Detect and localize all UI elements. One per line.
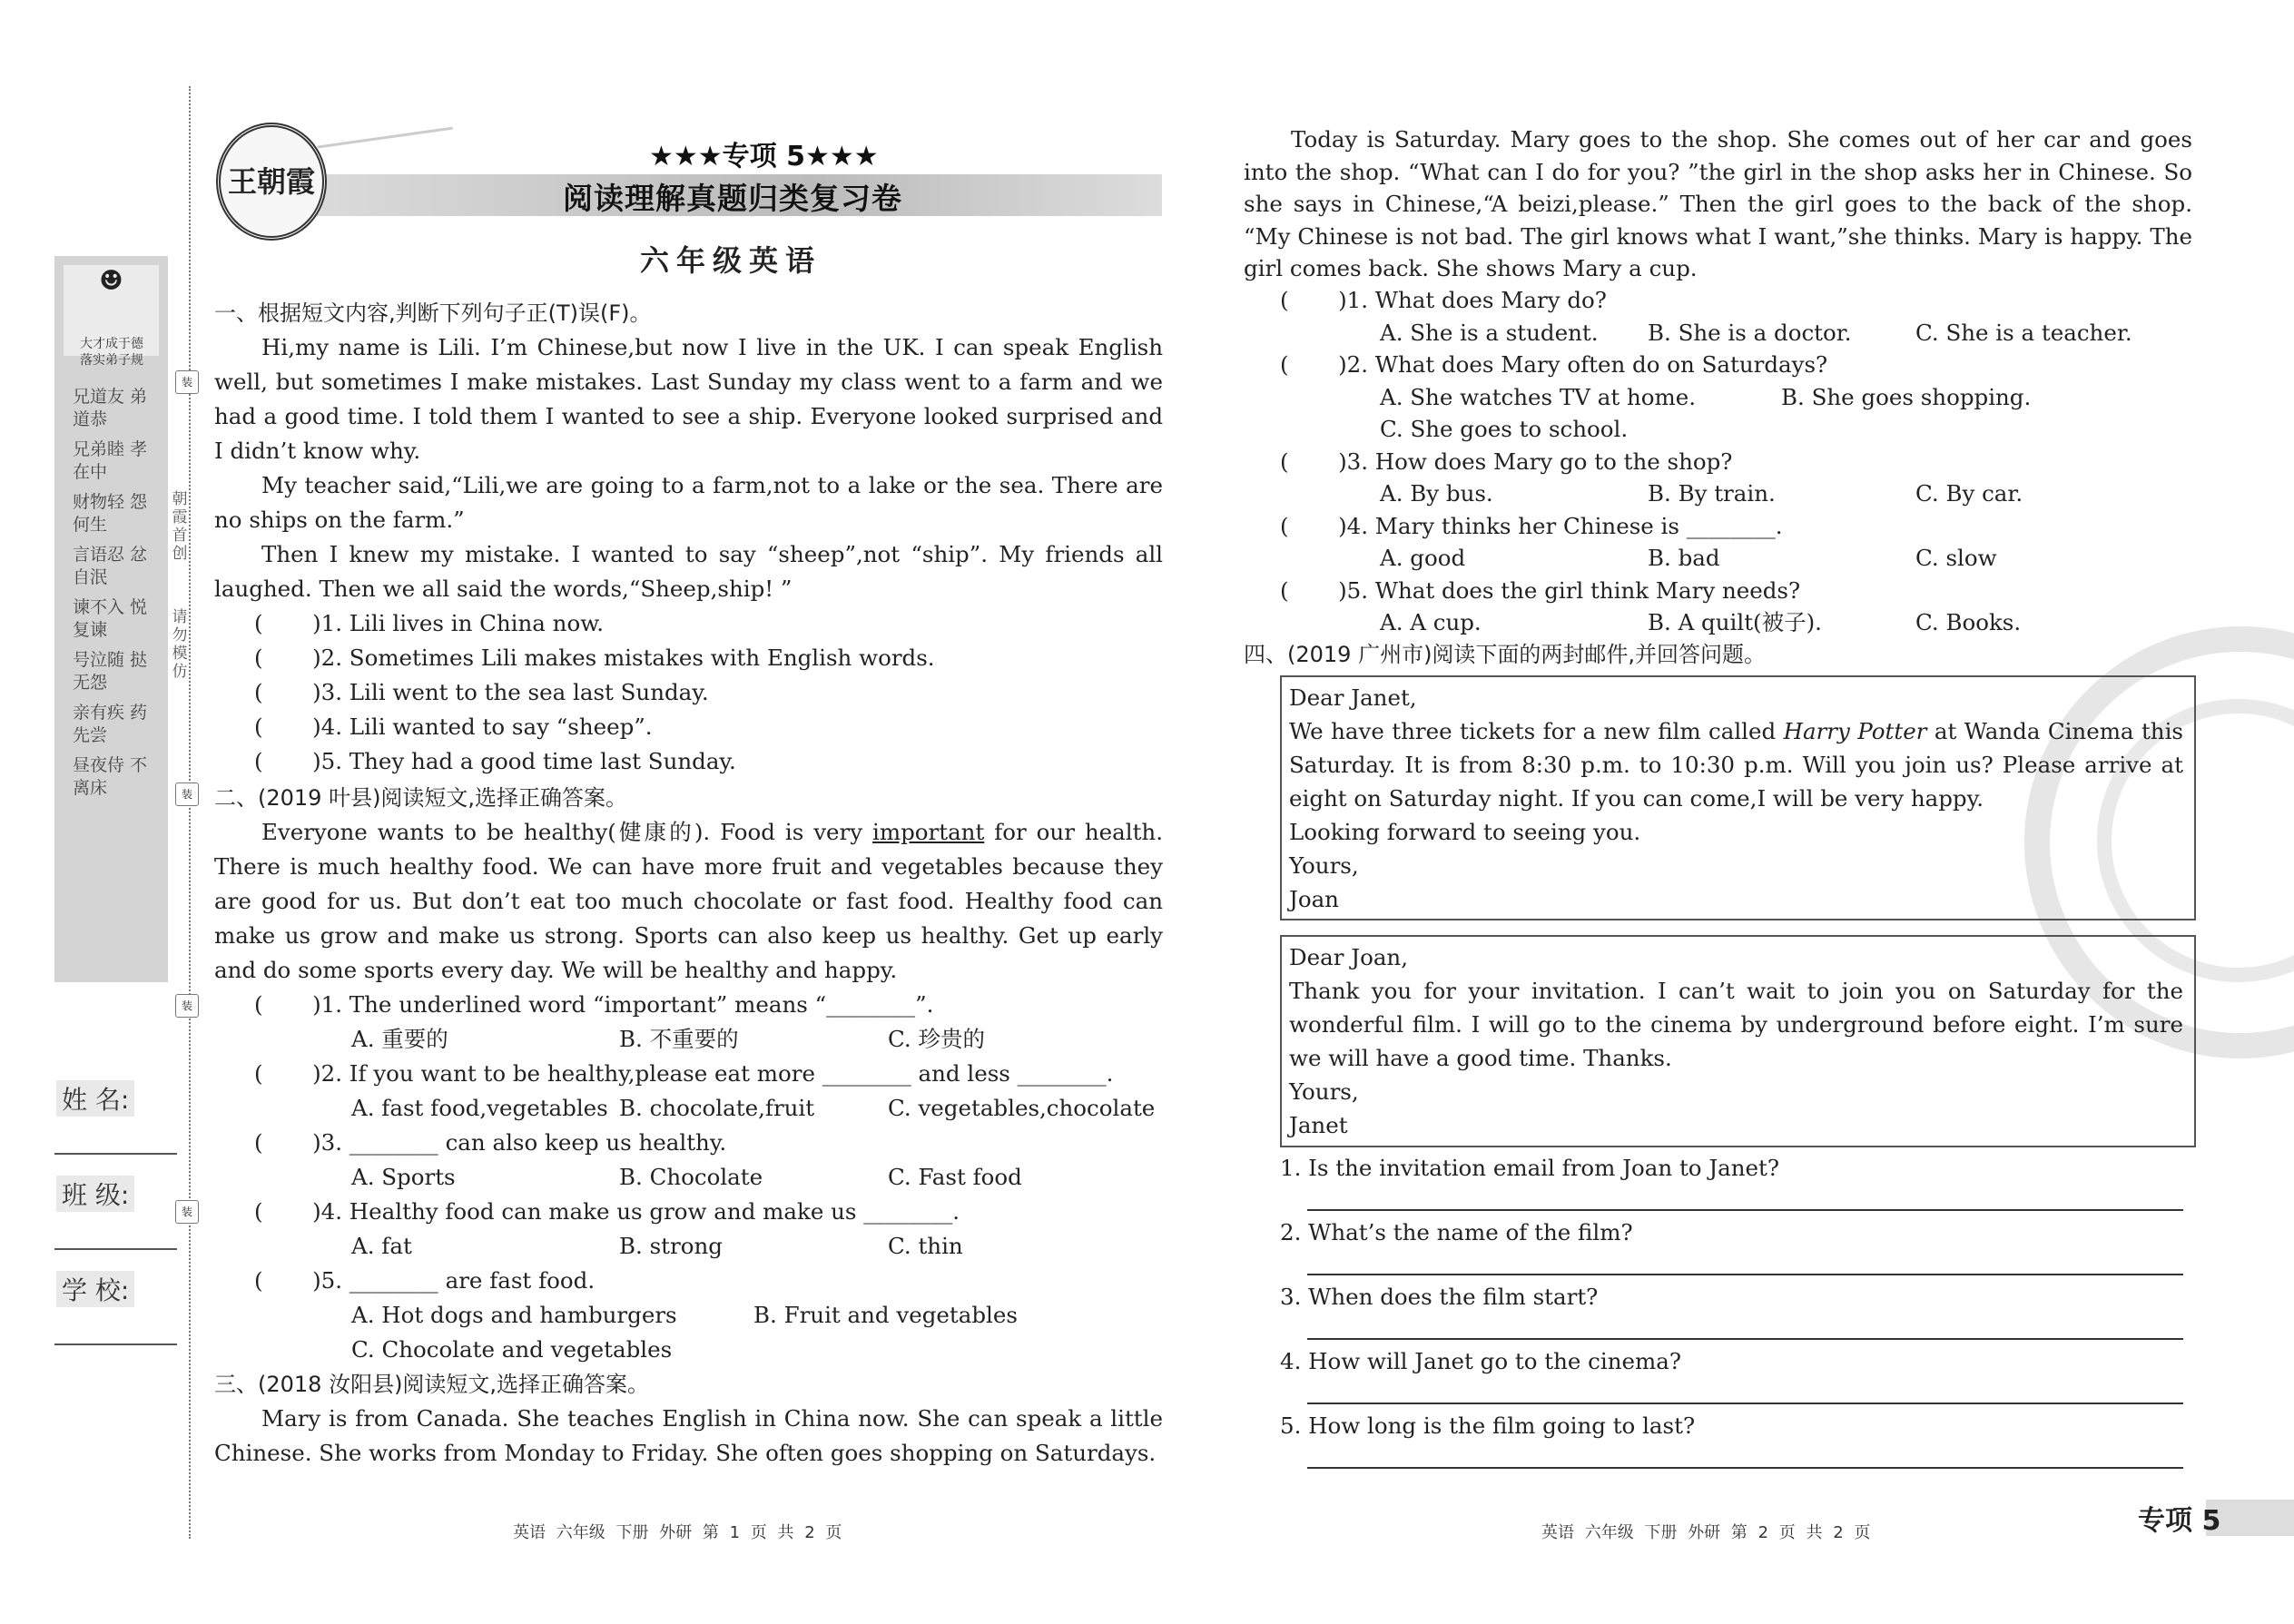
- s2-q3-option-b[interactable]: B. Chocolate: [619, 1164, 763, 1190]
- s3-q2-option-c[interactable]: C. She goes to school.: [1380, 416, 1629, 442]
- s2-q3-option-a[interactable]: A. Sports: [351, 1164, 456, 1190]
- brand-seal: 王朝霞: [216, 123, 327, 241]
- page-title: 阅读理解真题归类复习卷: [563, 181, 902, 216]
- binder-mark: 装: [175, 1200, 199, 1224]
- s2-q5-option-c[interactable]: C. Chocolate and vegetables: [351, 1336, 673, 1363]
- verse: 谏不入 悦复谏: [73, 597, 148, 640]
- s2-q5-option-a[interactable]: A. Hot dogs and hamburgers: [351, 1302, 677, 1328]
- passage-3-para-1: Mary is from Canada. She teaches English in China now. She can speak a little Chinese. She works from Monday to Friday. She often goes shopping on Saturdays.: [214, 1405, 1163, 1466]
- answer-line-4[interactable]: [1307, 1403, 2183, 1404]
- s3-question-5[interactable]: ( )5. What does the girl think Mary needs?: [1280, 577, 1801, 604]
- corner-topic-tag: 专项 5: [2138, 1505, 2221, 1537]
- email-1-greeting: Dear Janet,: [1289, 684, 1417, 711]
- s4-question-2: 2. What’s the name of the film?: [1280, 1219, 1633, 1245]
- scholar-figure: ☻: [64, 265, 159, 356]
- name-field[interactable]: [54, 1153, 177, 1155]
- s3-q2-option-b[interactable]: B. She goes shopping.: [1781, 384, 2032, 410]
- ribbon-decoration: [318, 127, 454, 158]
- school-label: 学 校:: [56, 1271, 134, 1307]
- email-1-body-start: We have three tickets for a new film called: [1289, 718, 1784, 744]
- s3-q1-option-c[interactable]: C. She is a teacher.: [1915, 320, 2132, 346]
- email-1-signature: Joan: [1289, 886, 1339, 912]
- s4-question-4: 4. How will Janet go to the cinema?: [1280, 1348, 1681, 1374]
- s2-q2-option-b[interactable]: B. chocolate,fruit: [619, 1095, 815, 1121]
- motto-line: 大才成于德: [80, 337, 143, 351]
- s3-question-4[interactable]: ( )4. Mary thinks her Chinese is ________.: [1280, 513, 1783, 539]
- email-2: [1289, 940, 2183, 1142]
- s4-question-3: 3. When does the film start?: [1280, 1284, 1599, 1310]
- tf-item-2[interactable]: ( )2. Sometimes Lili makes mistakes with English words.: [254, 645, 935, 671]
- s2-q3-option-c[interactable]: C. Fast food: [888, 1164, 1022, 1190]
- s3-q1-option-a[interactable]: A. She is a student.: [1380, 320, 1599, 346]
- s3-question-1[interactable]: ( )1. What does Mary do?: [1280, 287, 1607, 313]
- s2-question-3[interactable]: ( )3. ________ can also keep us healthy.: [254, 1129, 727, 1156]
- sidebar-verses: [73, 386, 154, 807]
- name-label: 姓 名:: [56, 1080, 134, 1117]
- s2-q4-option-a[interactable]: A. fat: [351, 1233, 412, 1259]
- answer-line-5[interactable]: [1307, 1467, 2183, 1469]
- binding-dotted-line: [189, 86, 191, 1539]
- verse: 亲有疾 药先尝: [73, 703, 148, 745]
- binder-mark: 装: [175, 994, 199, 1018]
- email-2-greeting: Dear Joan,: [1289, 944, 1408, 970]
- class-field[interactable]: [54, 1248, 177, 1250]
- s3-q5-option-c[interactable]: C. Books.: [1915, 609, 2022, 635]
- binder-mark: 装: [175, 370, 199, 394]
- passage-1-para-2: My teacher said,“Lili,we are going to a farm,not to a lake or the sea. There are no ships on the farm.”: [214, 472, 1163, 533]
- passage-1-para-3: Then I knew my mistake. I wanted to say “sheep”,not “ship”. My friends all laughed. Then we all said the words,“Sheep,ship! ”: [214, 541, 1163, 602]
- s4-question-1: 1. Is the invitation email from Joan to Janet?: [1280, 1155, 1780, 1181]
- s2-q2-option-a[interactable]: A. fast food,vegetables: [351, 1095, 608, 1121]
- verse: 昼夜侍 不离床: [73, 755, 148, 798]
- binder-mark: 装: [175, 782, 199, 806]
- s2-q5-option-b[interactable]: B. Fruit and vegetables: [753, 1302, 1018, 1328]
- s3-q3-option-b[interactable]: B. By train.: [1648, 480, 1776, 507]
- s3-q4-option-b[interactable]: B. bad: [1648, 545, 1720, 571]
- s2-q2-option-c[interactable]: C. vegetables,chocolate: [888, 1095, 1156, 1121]
- film-title: Harry Potter: [1783, 718, 1927, 744]
- section-3-heading: 三、(2018 汝阳县)阅读短文,选择正确答案。: [214, 1372, 650, 1397]
- sidebar-motto: [56, 336, 167, 369]
- verse: 兄弟睦 孝在中: [73, 439, 148, 482]
- section-2-heading: 二、(2019 叶县)阅读短文,选择正确答案。: [214, 785, 628, 811]
- verse: 兄道友 弟道恭: [73, 387, 148, 429]
- s2-q4-option-c[interactable]: C. thin: [888, 1233, 963, 1259]
- motto-line: 落实弟子规: [80, 353, 143, 368]
- underlined-word: important: [872, 819, 985, 845]
- verse: 号泣随 挞无怨: [73, 650, 148, 693]
- s3-q3-option-c[interactable]: C. By car.: [1915, 480, 2023, 507]
- footer-page-2: 英语 六年级 下册 外研 第 2 页 共 2 页: [1541, 1523, 1871, 1542]
- answer-line-2[interactable]: [1307, 1274, 2183, 1275]
- class-label: 班 级:: [56, 1176, 134, 1212]
- email-1-closing: Yours,: [1289, 852, 1359, 879]
- s3-q1-option-b[interactable]: B. She is a doctor.: [1648, 320, 1852, 346]
- verse: 言语忍 忿自泯: [73, 545, 148, 587]
- email-1-body: [1289, 714, 2183, 815]
- passage-2-rest: for our health. There is much healthy food. We can have more fruit and vegetables because they are good for us. But don’t eat too much chocolate or fast food. Healthy food can make us grow and make us strong. Sports can also keep us healthy. Get up early and do some sports every day. We will be healthy and happy.: [214, 819, 1163, 983]
- tf-item-5[interactable]: ( )5. They had a good time last Sunday.: [254, 748, 736, 774]
- email-2-closing: Yours,: [1289, 1078, 1359, 1105]
- tf-item-1[interactable]: ( )1. Lili lives in China now.: [254, 610, 605, 636]
- section-4-heading: 四、(2019 广州市)阅读下面的两封邮件,并回答问题。: [1244, 642, 1767, 667]
- s2-question-2[interactable]: ( )2. If you want to be healthy,please eat more ________ and less ________.: [254, 1060, 1114, 1087]
- email-2-signature: Janet: [1289, 1112, 1348, 1138]
- sidebar-note-top: 朝霞首创: [172, 490, 188, 563]
- s4-question-5: 5. How long is the film going to last?: [1280, 1412, 1696, 1439]
- passage-1-para-1: Hi,my name is Lili. I’m Chinese,but now I live in the UK. I can speak English well, but sometimes I make mistakes. Last Sunday my class went to a farm and we had a good time. I told them I wanted to see a ship. Everyone looked surprised and I didn’t know why.: [214, 334, 1163, 464]
- s3-q3-option-a[interactable]: A. By bus.: [1380, 480, 1493, 507]
- s2-q1-option-c[interactable]: C. 珍贵的: [888, 1026, 985, 1052]
- s3-question-2[interactable]: ( )2. What does Mary often do on Saturdays?: [1280, 351, 1828, 378]
- answer-line-1[interactable]: [1307, 1209, 2183, 1211]
- footer-page-1: 英语 六年级 下册 外研 第 1 页 共 2 页: [513, 1523, 842, 1542]
- passage-2-start: Everyone wants to be healthy(健康的). Food is very: [261, 819, 873, 845]
- email-1-body-rest: at Wanda Cinema this Saturday. It is from 8:30 p.m. to 10:30 p.m. Will you join us? Please arrive at eight on Saturday night. If you can come,I will be very happy.: [1289, 718, 2183, 812]
- s3-question-3[interactable]: ( )3. How does Mary go to the shop?: [1280, 448, 1733, 475]
- s3-q5-option-b[interactable]: B. A quilt(被子).: [1648, 609, 1822, 635]
- s2-q1-option-a[interactable]: A. 重要的: [351, 1026, 448, 1052]
- s2-question-4[interactable]: ( )4. Healthy food can make us grow and make us ________.: [254, 1198, 960, 1225]
- s2-q1-option-b[interactable]: B. 不重要的: [619, 1026, 739, 1052]
- email-2-body: Thank you for your invitation. I can’t wait to join you on Saturday for the wonderful film. I will go to the cinema by underground before eight. I’m sure we will have a good time. Thanks.: [1289, 978, 2183, 1071]
- section-1-heading: 一、根据短文内容,判断下列句子正(T)误(F)。: [214, 300, 652, 326]
- s2-q4-option-b[interactable]: B. strong: [619, 1233, 723, 1259]
- passage-3-para-2: Today is Saturday. Mary goes to the shop. She comes out of her car and goes into the shop. “What can I do for you? ”the girl in the shop asks her in Chinese. So she says in Chinese,“A beizi,please.” Then the girl goes to the back of the shop. “My Chinese is not bad. The girl knows what I want,”she thinks. Mary is happy. The girl comes back. She shows Mary a cup.: [1244, 126, 2192, 281]
- verse: 财物轻 怨何生: [73, 492, 148, 535]
- s3-q2-option-a[interactable]: A. She watches TV at home.: [1380, 384, 1697, 410]
- school-field[interactable]: [54, 1343, 177, 1345]
- s2-question-1[interactable]: ( )1. The underlined word “important” means “________”.: [254, 991, 934, 1018]
- sidebar-note-bottom: 请勿模仿: [172, 608, 188, 681]
- tf-item-4[interactable]: ( )4. Lili wanted to say “sheep”.: [254, 714, 653, 740]
- email-1: [1289, 681, 2183, 916]
- passage-2: [214, 815, 1163, 988]
- s2-question-5[interactable]: ( )5. ________ are fast food.: [254, 1267, 596, 1294]
- s3-q5-option-a[interactable]: A. A cup.: [1380, 609, 1482, 635]
- email-1-line: Looking forward to seeing you.: [1289, 819, 1641, 845]
- s3-q4-option-a[interactable]: A. good: [1380, 545, 1466, 571]
- topic-label: ★★★专项 5★★★: [649, 141, 879, 172]
- tf-item-3[interactable]: ( )3. Lili went to the sea last Sunday.: [254, 679, 709, 705]
- grade-subtitle: 六年级英语: [640, 243, 822, 278]
- answer-line-3[interactable]: [1307, 1338, 2183, 1340]
- s3-q4-option-c[interactable]: C. slow: [1915, 545, 1997, 571]
